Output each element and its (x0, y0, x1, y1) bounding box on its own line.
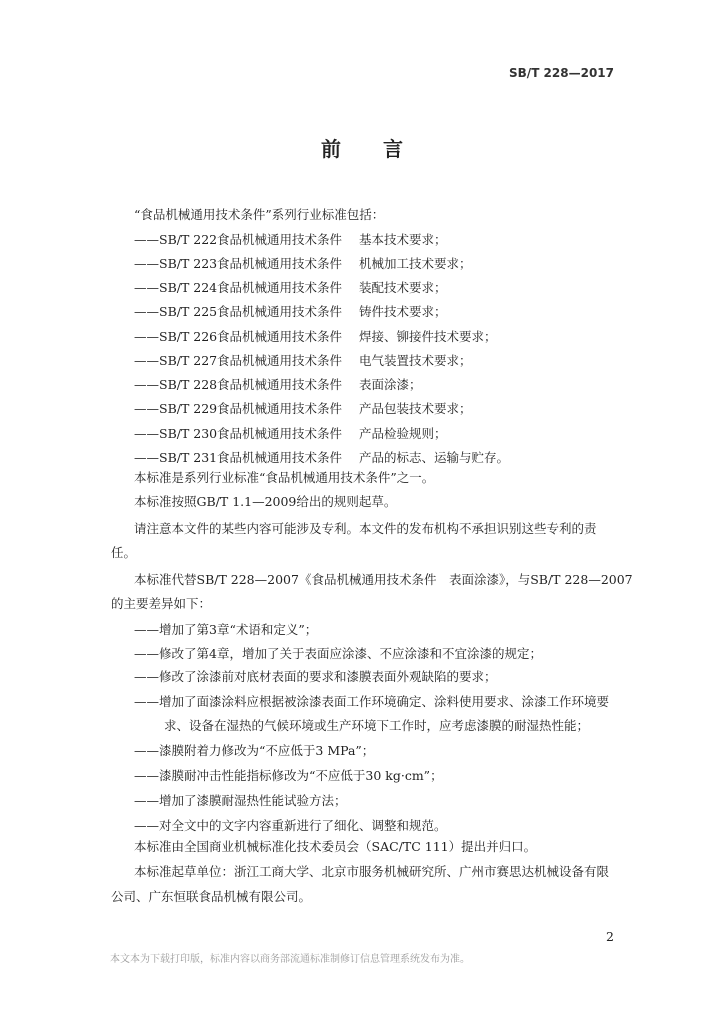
para-drafters-line1: 本标准起草单位：浙江工商大学、北京市服务机械研究所、广州市赛思达机械设备有限 (134, 864, 610, 879)
series-item-part: 电气装置技术要求； (359, 353, 472, 368)
series-item (134, 377, 422, 393)
series-item-dash: —— (134, 450, 159, 465)
page-number: 2 (606, 929, 614, 944)
series-item-name: 食品机械通用技术条件 (217, 304, 343, 319)
series-item (134, 401, 472, 417)
change-item: ——漆膜耐冲击性能指标修改为“不应低于30 kg·cm”； (134, 768, 443, 783)
series-item-name: 食品机械通用技术条件 (217, 329, 343, 344)
series-item-part: 焊接、铆接件技术要求； (359, 329, 497, 344)
series-item-code: SB/T 222 (159, 232, 218, 247)
series-item (134, 426, 447, 442)
series-item (134, 329, 497, 345)
series-item-part: 基本技术要求； (359, 232, 447, 247)
series-item (134, 280, 447, 296)
series-item-part: 装配技术要求； (359, 280, 447, 295)
change-item: ——漆膜附着力修改为“不应低于3 MPa”； (134, 743, 375, 758)
series-intro: “食品机械通用技术条件”系列行业标准包括： (134, 207, 385, 222)
series-item-dash: —— (134, 353, 159, 368)
series-item-name: 食品机械通用技术条件 (217, 280, 343, 295)
change-item: ——增加了面漆涂料应根据被涂漆表面工作环境确定、涂料使用要求、涂漆工作环境要 (134, 694, 610, 709)
series-item-part: 产品的标志、运输与贮存。 (359, 450, 510, 465)
series-item-name: 食品机械通用技术条件 (217, 353, 343, 368)
series-item-dash: —— (134, 304, 159, 319)
series-item-name: 食品机械通用技术条件 (217, 377, 343, 392)
change-item: ——对全文中的文字内容重新进行了细化、调整和规范。 (134, 818, 447, 833)
series-item-code: SB/T 228 (159, 377, 218, 392)
footer-disclaimer: 本文本为下载打印版，标准内容以商务部流通标准制修订信息管理系统发布为准。 (110, 954, 470, 965)
series-item (134, 450, 509, 466)
series-item-name: 食品机械通用技术条件 (217, 450, 343, 465)
para-patent-line1: 请注意本文件的某些内容可能涉及专利。本文件的发布机构不承担识别这些专利的责 (134, 521, 597, 536)
series-item-dash: —— (134, 256, 159, 271)
series-item-part: 铸件技术要求； (359, 304, 447, 319)
series-item (134, 256, 472, 272)
series-item-code: SB/T 225 (159, 304, 218, 319)
series-item (134, 304, 447, 320)
para-drafting-rules: 本标准按照GB/T 1.1—2009给出的规则起草。 (134, 494, 397, 509)
change-item: ——修改了第4章，增加了关于表面应涂漆、不应涂漆和不宜涂漆的规定； (134, 646, 542, 661)
series-item (134, 232, 447, 248)
series-item-code: SB/T 230 (159, 426, 218, 441)
series-item-name: 食品机械通用技术条件 (217, 401, 343, 416)
series-item-name: 食品机械通用技术条件 (217, 232, 343, 247)
series-item-code: SB/T 227 (159, 353, 218, 368)
series-item-part: 机械加工技术要求； (359, 256, 472, 271)
series-item-dash: —— (134, 426, 159, 441)
standard-code-header: SB/T 228—2017 (509, 66, 614, 80)
series-item-part: 表面涂漆； (359, 377, 422, 392)
page-title: 前言 (321, 137, 445, 161)
series-item-code: SB/T 226 (159, 329, 218, 344)
series-item-name: 食品机械通用技术条件 (217, 426, 343, 441)
para-proposed-by: 本标准由全国商业机械标准化技术委员会（SAC/TC 111）提出并归口。 (134, 839, 537, 854)
para-patent-line2: 任。 (111, 545, 137, 560)
series-item-name: 食品机械通用技术条件 (217, 256, 343, 271)
series-item-dash: —— (134, 232, 159, 247)
change-item-continuation: 求、设备在湿热的气候环境或生产环境下工作时，应考虑漆膜的耐湿热性能； (164, 718, 590, 733)
series-item-dash: —— (134, 377, 159, 392)
change-item: ——增加了第3章“术语和定义”； (134, 622, 318, 637)
series-item-code: SB/T 231 (159, 450, 218, 465)
series-item-dash: —— (134, 280, 159, 295)
series-item (134, 353, 472, 369)
para-part-of-series: 本标准是系列行业标准“食品机械通用技术条件”之一。 (134, 470, 435, 485)
series-item-dash: —— (134, 401, 159, 416)
change-item: ——增加了漆膜耐湿热性能试验方法； (134, 793, 347, 808)
para-replace-line1: 本标准代替SB/T 228—2007《食品机械通用技术条件 表面涂漆》，与SB/T 228—2007 (134, 572, 633, 587)
series-item-code: SB/T 223 (159, 256, 218, 271)
series-item-code: SB/T 229 (159, 401, 218, 416)
para-drafters-line2: 公司、广东恒联食品机械有限公司。 (111, 889, 312, 904)
para-replace-line2: 的主要差异如下： (111, 596, 212, 611)
series-item-part: 产品检验规则； (359, 426, 447, 441)
series-item-code: SB/T 224 (159, 280, 218, 295)
series-item-part: 产品包装技术要求； (359, 401, 472, 416)
change-item: ——修改了涂漆前对底材表面的要求和漆膜表面外观缺陷的要求； (134, 669, 497, 684)
series-item-dash: —— (134, 329, 159, 344)
